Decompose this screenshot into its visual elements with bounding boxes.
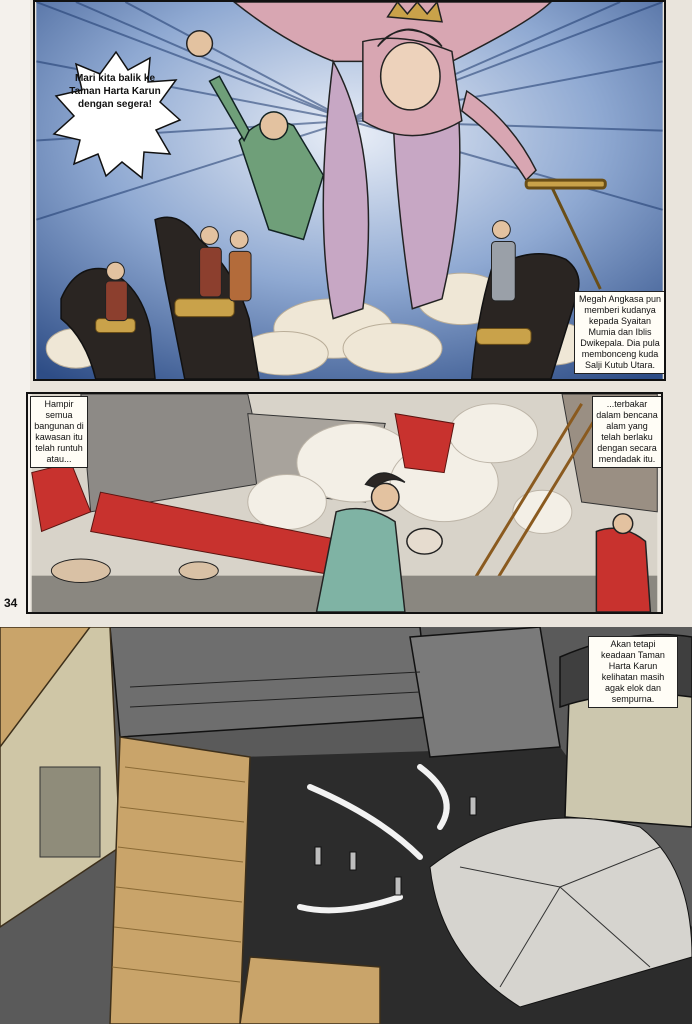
caption-buildings-left: Hampir semua bangunan di kawasan itu telah runtuh atau... <box>30 396 88 468</box>
speech-balloon <box>50 50 182 180</box>
page-number: 34 <box>4 596 18 610</box>
speech-text: Mari kita balik ke Taman Harta Karun dengan segera! <box>69 73 161 110</box>
caption-treasure-garden: Akan tetapi keadaan Taman Harta Karun kelihatan masih agak elok dan sempurna. <box>588 636 678 708</box>
caption-horse-exchange: Megah Angkasa pun memberi kudanya kepada Syaitan Mumia dan Iblis Dwikepala. Dia pula membonceng kuda Salji Kutub Utara. <box>574 291 666 374</box>
panel-collapse <box>26 392 663 614</box>
caption-buildings-right: ...terbakar dalam bencana alam yang telah berlaku dengan secara mendadak itu. <box>592 396 662 468</box>
panel-treasure-garden <box>0 627 692 1024</box>
panel-collapse-art <box>28 394 661 612</box>
panel-riders-flight <box>33 0 666 381</box>
